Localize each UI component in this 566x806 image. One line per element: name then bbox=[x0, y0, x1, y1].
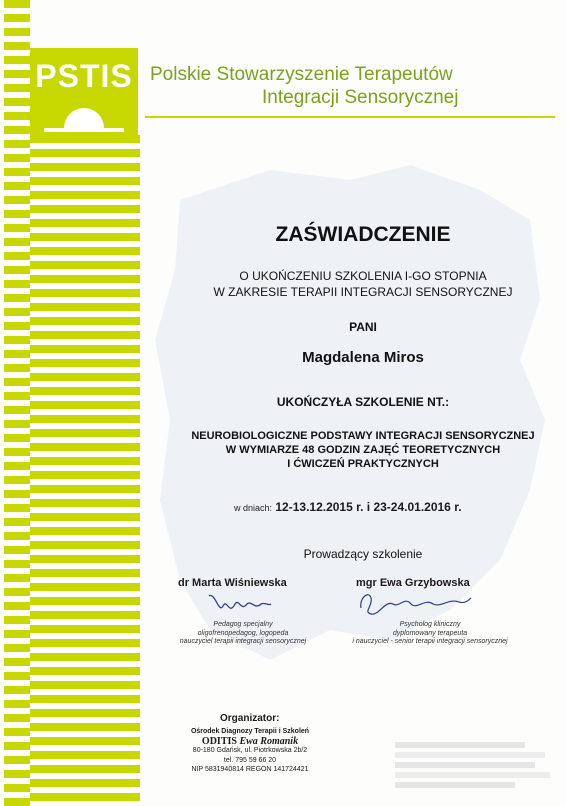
logo-text: PSTIS bbox=[35, 58, 133, 94]
pstis-logo bbox=[30, 48, 138, 136]
course-line3: I ĆWICZEŃ PRAKTYCZNYCH bbox=[287, 458, 439, 470]
organizer-center: Ośrodek Diagnozy Terapii i Szkoleń bbox=[190, 728, 310, 735]
signature2-note1: Psycholog kliniczny bbox=[399, 621, 461, 628]
certificate-subtitle-line2: W ZAKRESIE TERAPII INTEGRACJI SENSORYCZNEJ bbox=[213, 285, 513, 299]
signature2-name: mgr Ewa Grzybowska bbox=[356, 577, 470, 589]
recipient-name: Magdalena Miros bbox=[302, 349, 424, 366]
course-line2: W WYMIARZE 48 GODZIN ZAJĘĆ TEORETYCZNYCH bbox=[225, 444, 501, 456]
faint-stamp-watermark bbox=[395, 740, 555, 790]
organizer-address: 80-180 Gdańsk, ul. Piotrkowska 2b/2 bbox=[192, 747, 308, 754]
signature1-note3: nauczyciel terapii integracji sensorycznej bbox=[179, 638, 307, 645]
organizer-stamp bbox=[158, 727, 342, 775]
dates-label: w dniach: bbox=[234, 503, 273, 513]
decorative-stripes-wide bbox=[30, 135, 140, 806]
organization-name-line2: Integracji Sensorycznej bbox=[262, 87, 459, 108]
organizer-ids: NIP 5831940814 REGON 141724421 bbox=[191, 766, 309, 773]
course-line1: NEUROBIOLOGICZNE PODSTAWY INTEGRACJI SENSORYCZNEJ bbox=[191, 430, 535, 442]
decorative-stripes-left bbox=[4, 0, 30, 806]
signature1-note1: Pedagog specjalny bbox=[213, 621, 273, 628]
header-divider bbox=[145, 116, 555, 118]
trainers-heading: Prowadzący szkolenie bbox=[303, 547, 423, 561]
signature2-note3: i nauczyciel - senior terapii integracji sensorycznej bbox=[352, 638, 508, 645]
organization-name-line1: Polskie Stowarzyszenie Terapeutów bbox=[150, 64, 453, 85]
logo-bar bbox=[44, 128, 124, 132]
signature1-name: dr Marta Wiśniewska bbox=[178, 577, 287, 589]
organizer-label: Organizator: bbox=[220, 713, 280, 724]
dates-value: 12-13.12.2015 r. i 23-24.01.2016 r. bbox=[275, 500, 462, 514]
certificate-title: ZAŚWIADCZENIE bbox=[275, 223, 451, 246]
organizer-owner: Ewa Romanik bbox=[239, 735, 299, 747]
salutation: PANI bbox=[349, 320, 377, 334]
organizer-phone: tel. 795 59 66 20 bbox=[223, 756, 277, 764]
completed-label: UKOŃCZYŁA SZKOLENIE NT.: bbox=[276, 395, 450, 409]
signature2-scribble bbox=[355, 586, 475, 622]
signature2-credentials bbox=[340, 621, 520, 647]
organizer-brand: ODITIS bbox=[201, 735, 237, 747]
certificate-subtitle-line1: O UKOŃCZENIU SZKOLENIA I-GO STOPNIA bbox=[239, 269, 487, 283]
organizer-brand-line bbox=[158, 737, 342, 747]
signature1-credentials bbox=[168, 621, 318, 647]
sun-icon bbox=[64, 108, 104, 128]
signature2-note2: dyplomowany terapeuta bbox=[392, 629, 468, 637]
course-dates bbox=[234, 500, 462, 514]
signature1-note2: oligofrenopedagog, logopeda bbox=[197, 629, 289, 637]
signature1-scribble bbox=[205, 588, 275, 622]
